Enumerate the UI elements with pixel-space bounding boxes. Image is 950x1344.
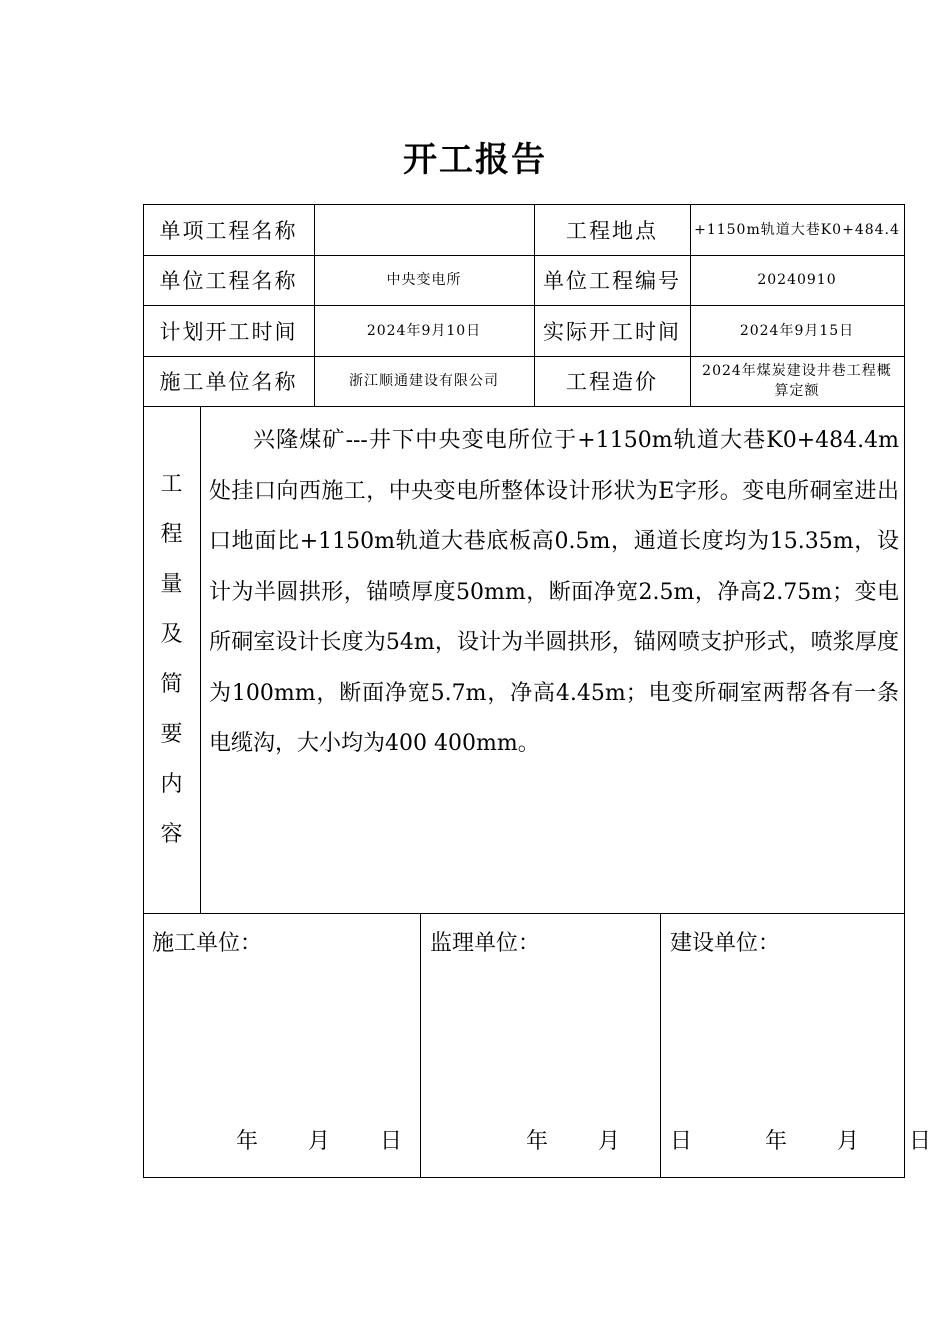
label-char: 要 [160, 722, 183, 747]
value-project-item-name [314, 204, 534, 255]
label-char: 内 [160, 772, 183, 797]
label-project-cost: 工程造价 [566, 370, 658, 394]
project-description: 兴隆煤矿---井下中央变电所位于+1150m轨道大巷K0+484.4m处挂口向西施工，中央变电所整体设计形状为E字形。变电所硐室进出口地面比+1150m轨道大巷底板高0.5m，通道长度均为15.35m，设计为半圆拱形，锚喷厚度50mm，断面净宽2.5m，净高2.75m；变电所硐室设计长度为54m，设计为半圆拱形，锚网喷支护形式，喷浆厚度为100mm，断面净宽5.7m，净高4.45m；电变所硐室两帮各有一条电缆沟，大小均为400 400mm。 [209, 428, 899, 756]
label-project-item-name: 单项工程名称 [159, 218, 298, 243]
value-contractor-name: 浙江顺通建设有限公司 [349, 373, 499, 389]
label-char: 及 [160, 622, 183, 647]
signature-owner-date: 年 月 日 [765, 1129, 931, 1154]
signature-supervisor-label: 监理单位： [430, 931, 541, 956]
content-section-label [143, 407, 200, 913]
col-divider [200, 406, 201, 913]
label-unit-project-number: 单位工程编号 [543, 269, 681, 293]
label-char: 程 [160, 522, 183, 547]
label-actual-start: 实际开工时间 [543, 319, 681, 344]
value-project-location: +1150m轨道大巷K0+484.4 [694, 221, 900, 238]
label-project-location: 工程地点 [566, 218, 658, 243]
report-table [143, 204, 931, 1178]
border-right [904, 204, 905, 1178]
value-actual-start: 2024年9月15日 [739, 322, 855, 339]
row-divider [143, 406, 905, 407]
row-divider [143, 913, 905, 914]
label-unit-project-name: 单位工程名称 [159, 269, 298, 293]
border-bottom [143, 1177, 905, 1178]
label-planned-start: 计划开工时间 [159, 319, 298, 344]
signature-contractor-label: 施工单位： [152, 931, 263, 956]
signature-contractor-date: 年 月 日 [236, 1129, 402, 1154]
label-char: 工 [160, 472, 183, 497]
page-title: 开工报告 [403, 140, 547, 180]
value-project-cost: 2024年煤炭建设井巷工程概算定额 [702, 363, 892, 399]
col-divider [420, 913, 421, 1178]
value-unit-project-number: 20240910 [757, 272, 837, 288]
value-unit-project-name: 中央变电所 [386, 272, 462, 288]
label-contractor-name: 施工单位名称 [159, 370, 298, 394]
signature-supervisor-date: 年 月 日 [526, 1129, 692, 1154]
value-planned-start: 2024年9月10日 [366, 322, 482, 339]
label-char: 量 [160, 572, 183, 597]
signature-owner-label: 建设单位： [670, 931, 781, 956]
label-char: 简 [160, 672, 183, 697]
label-char: 容 [160, 822, 183, 847]
